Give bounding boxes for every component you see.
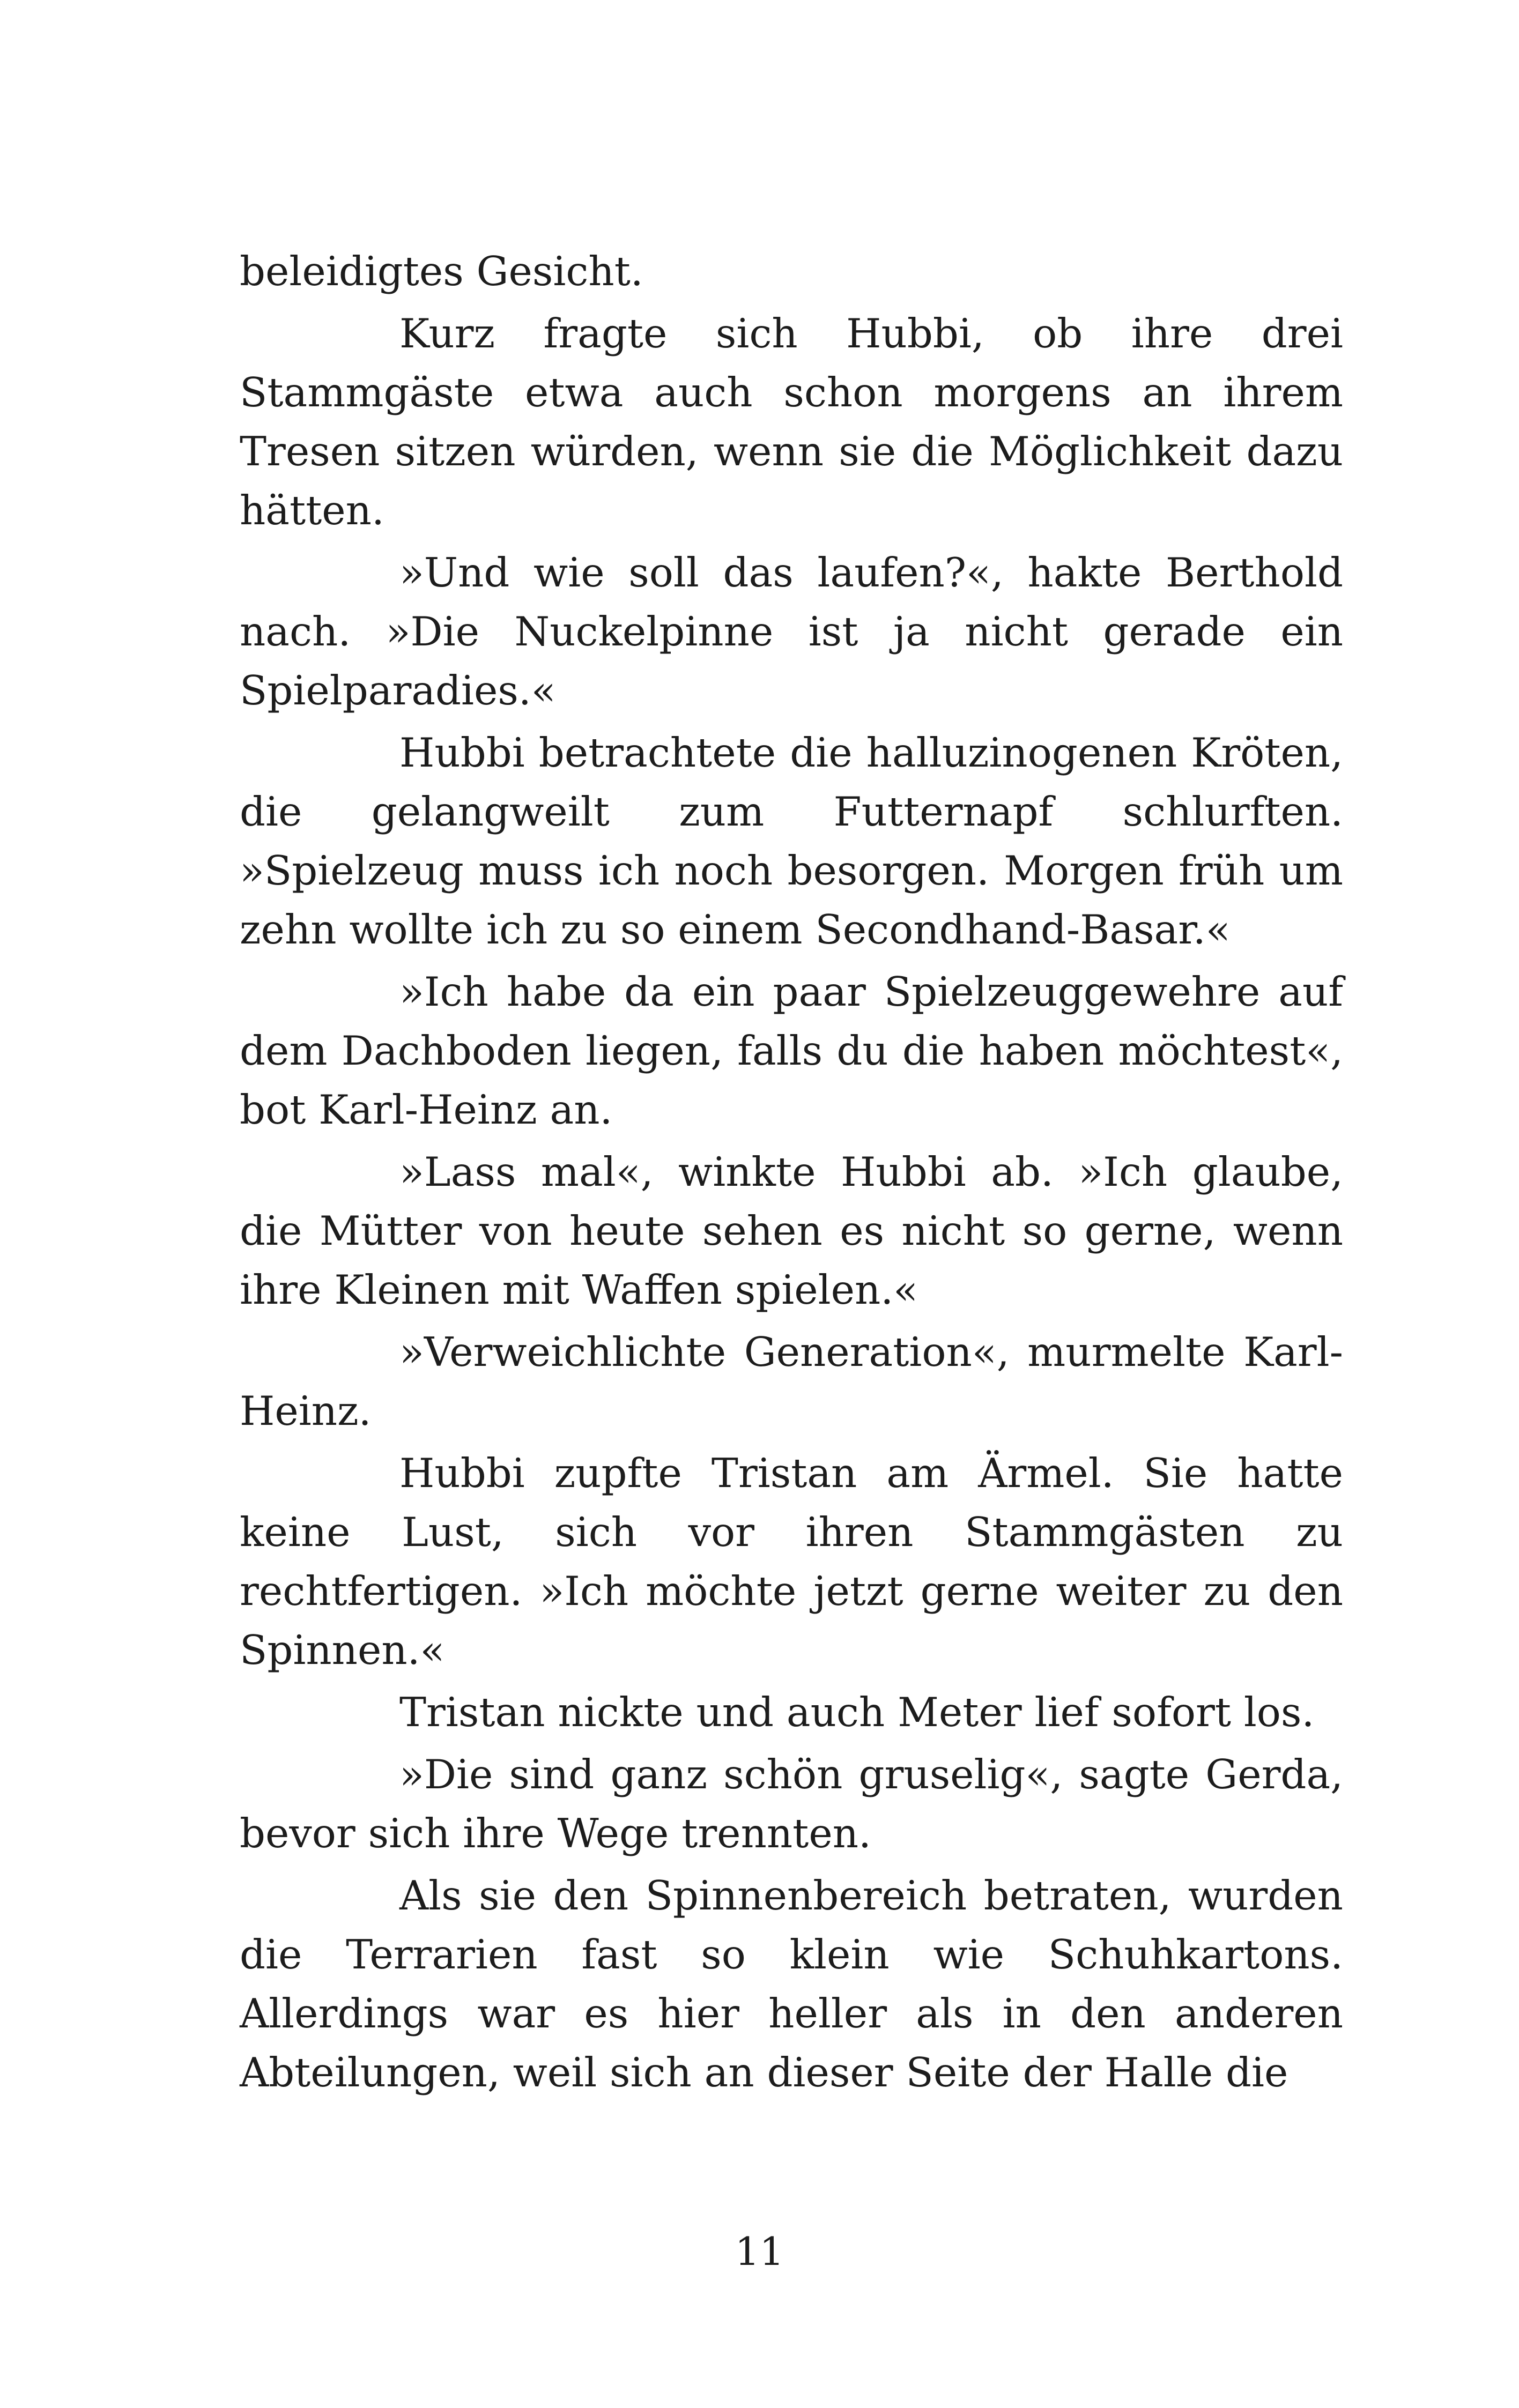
paragraph: Hubbi betrachtete die halluzinogenen Kröten, die gelangweilt zum Futternapf schlurften. »Spielzeug muss ich noch besorgen. Morgen früh um zehn wollte ich zu so einem Secondhand-Basar.« xyxy=(240,729,1343,953)
body-text xyxy=(240,242,1343,2102)
paragraph: »Die sind ganz schön gruselig«, sagte Gerda, bevor sich ihre Wege trennten. xyxy=(240,1751,1343,1857)
paragraph: Als sie den Spinnenbereich betraten, wurden die Terrarien fast so klein wie Schuhkartons. Allerdings war es hier heller als in den anderen Abteilungen, weil sich an dieser Seite der Halle die xyxy=(240,1872,1343,2096)
paragraph: Hubbi zupfte Tristan am Ärmel. Sie hatte keine Lust, sich vor ihren Stammgästen zu rechtfertigen. »Ich möchte jetzt gerne weiter zu den Spinnen.« xyxy=(240,1450,1343,1674)
paragraph: Tristan nickte und auch Meter lief sofort los. xyxy=(399,1689,1315,1736)
paragraph: »Verweichlichte Generation«, murmelte Karl-Heinz. xyxy=(240,1328,1343,1435)
paragraph-continuation: beleidigtes Gesicht. xyxy=(240,248,643,295)
paragraph: »Ich habe da ein paar Spielzeuggewehre auf dem Dachboden liegen, falls du die haben möchtest«, bot Karl-Heinz an. xyxy=(240,968,1343,1133)
paragraph: Kurz fragte sich Hubbi, ob ihre drei Stammgäste etwa auch schon morgens an ihrem Tresen sitzen würden, wenn sie die Möglichkeit dazu hätten. xyxy=(240,310,1343,534)
paragraph: »Und wie soll das laufen?«, hakte Berthold nach. »Die Nuckelpinne ist ja nicht gerade ein Spielparadies.« xyxy=(240,549,1343,714)
page-number: 11 xyxy=(735,2229,784,2274)
paragraph: »Lass mal«, winkte Hubbi ab. »Ich glaube, die Mütter von heute sehen es nicht so gerne, wenn ihre Kleinen mit Waffen spielen.« xyxy=(240,1148,1343,1313)
